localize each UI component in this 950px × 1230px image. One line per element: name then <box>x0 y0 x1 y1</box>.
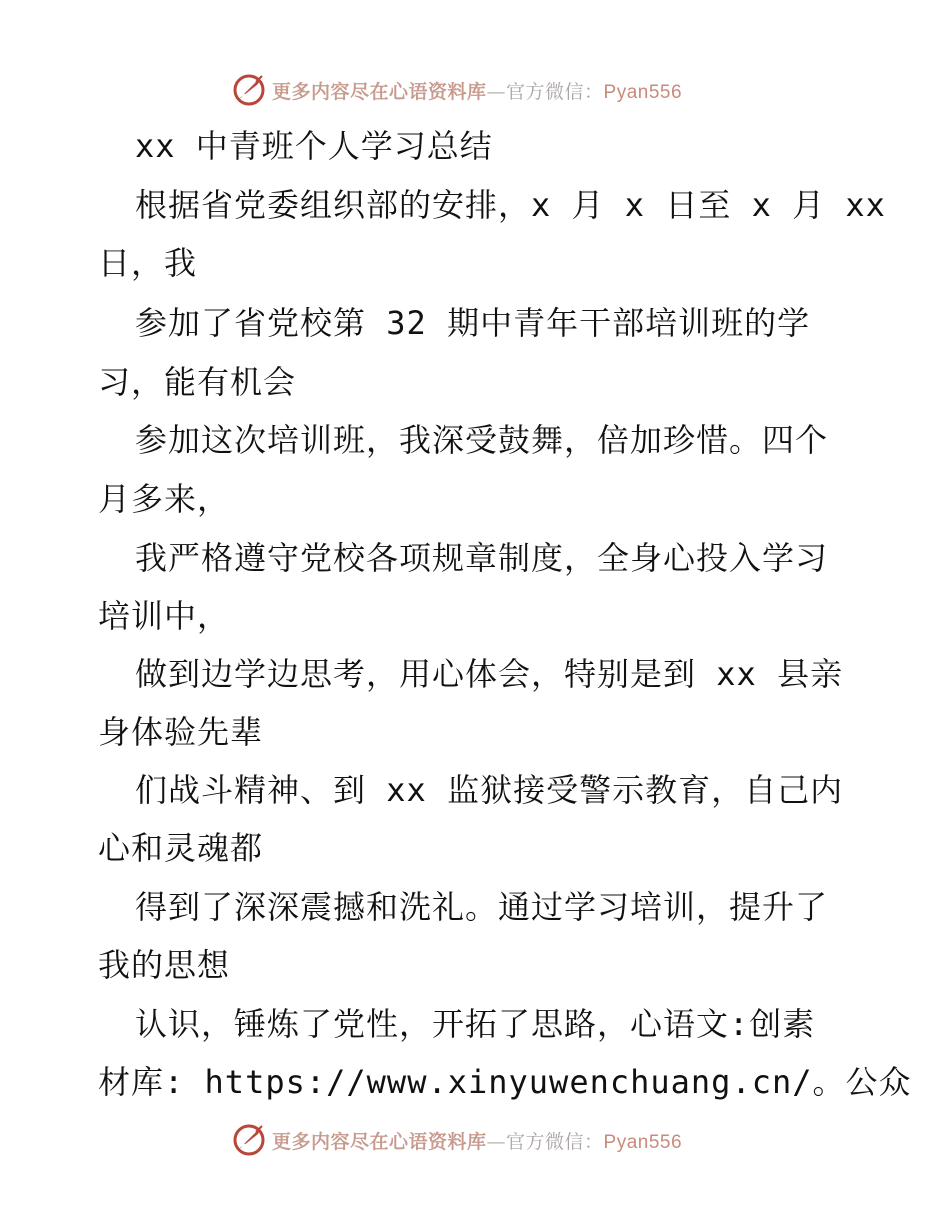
document-title: xx 中青班个人学习总结 <box>135 127 493 165</box>
paragraph-line: 做到边学边思考，用心体会，特别是到 xx 县亲 <box>135 655 844 693</box>
paragraph-line: 认识，锤炼了党性，开拓了思路，心语文:创素 <box>135 1005 816 1043</box>
watermark-text: 更多内容尽在心语资料库 <box>272 1130 487 1153</box>
watermark-account: Pyan556 <box>603 81 683 103</box>
paragraph-line: 习，能有机会 <box>98 363 297 401</box>
paragraph-line: 我的思想 <box>98 946 231 984</box>
paragraph-line: 根据省党委组织部的安排，x 月 x 日至 x 月 xx <box>135 186 886 224</box>
quill-pen-circle-icon <box>232 73 266 107</box>
header-watermark <box>232 70 682 110</box>
paragraph-line: 身体验先辈 <box>98 713 264 751</box>
paragraph-line: 培训中， <box>98 597 231 635</box>
watermark-label <box>272 1127 682 1154</box>
watermark-account: Pyan556 <box>603 1131 683 1153</box>
footer-watermark <box>232 1120 682 1160</box>
paragraph-line: 材库: https://www.xinyuwenchuang.cn/。公众 <box>98 1063 912 1101</box>
paragraph-line: 得到了深深震撼和洗礼。通过学习培训，提升了 <box>135 888 829 926</box>
quill-pen-circle-icon <box>232 1123 266 1157</box>
paragraph-line: 参加了省党校第 32 期中青年干部培训班的学 <box>135 304 811 342</box>
watermark-separator: — <box>486 80 507 103</box>
watermark-suffix: 官方微信： <box>506 80 604 103</box>
watermark-label <box>272 77 682 104</box>
paragraph-line: 日，我 <box>98 244 198 282</box>
paragraph-line: 我严格遵守党校各项规章制度，全身心投入学习 <box>135 539 829 577</box>
paragraph-line: 心和灵魂都 <box>98 829 264 867</box>
paragraph-line: 参加这次培训班，我深受鼓舞，倍加珍惜。四个 <box>135 421 829 459</box>
paragraph-line: 们战斗精神、到 xx 监狱接受警示教育，自己内 <box>135 771 844 809</box>
paragraph-line: 月多来， <box>98 480 231 518</box>
watermark-suffix: 官方微信： <box>506 1130 604 1153</box>
watermark-separator: — <box>486 1130 507 1153</box>
watermark-text: 更多内容尽在心语资料库 <box>272 80 487 103</box>
